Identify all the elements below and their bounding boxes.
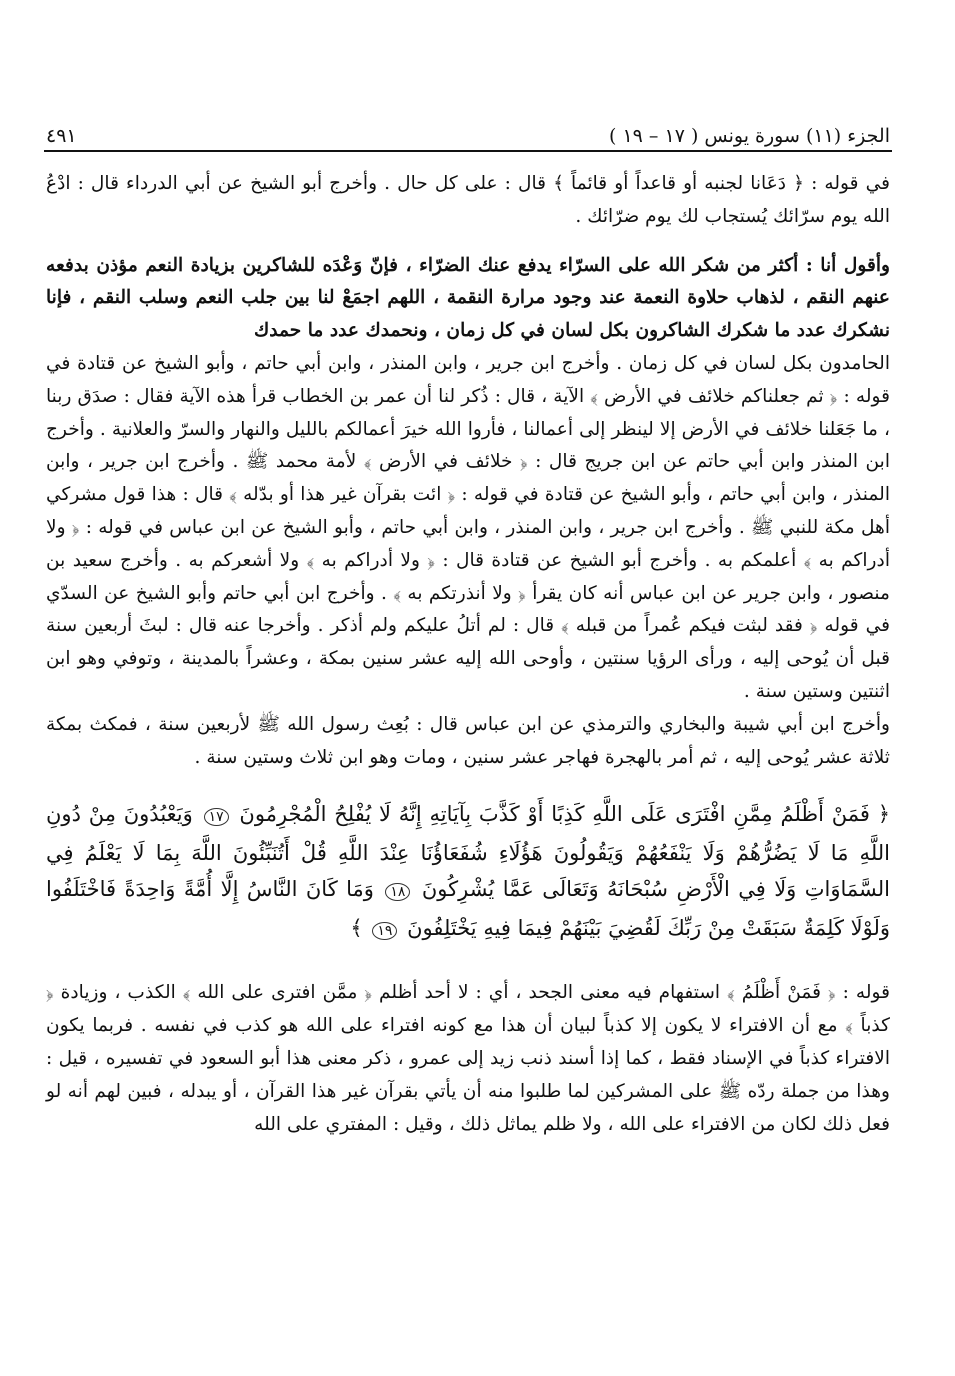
verse-17: ﴿ فَمَنْ أَظْلَمُ مِمَّنِ افْتَرَى عَلَى اللَّهِ كَذِبًا أَوْ كَذَّبَ بِآيَاتِهِ إِنَّهُ لَا يُفْلِحُ الْمُجْرِمُونَ xyxy=(239,802,890,827)
header-rule xyxy=(44,150,892,152)
verse-18: وَيَعْبُدُونَ مِنْ دُونِ اللَّهِ مَا لَا يَضُرُّهُمْ وَلَا يَنْفَعُهُمْ وَيَقُولُونَ هَؤُلَاءِ شُفَعَاؤُنَا عِنْدَ اللَّهِ قُلْ أَتُنَبِّئُونَ اللَّهَ بِمَا لَا يَعْلَمُ فِي السَّمَاوَاتِ وَلَا فِي الْأَرْضِ سُبْحَانَهُ وَتَعَالَى عَمَّا يُشْرِكُونَ xyxy=(46,802,890,902)
running-header xyxy=(46,122,890,150)
verse-number-19: ١٩ xyxy=(372,922,397,940)
narrations-paragraph: الحامدون بكل لسان في كل زمان . وأخرج ابن جرير ، وابن المنذر ، وابن أبي حاتم ، وأبو الشيخ عن قتادة في قوله : ﴿ ثم جعلناكم خلائف في الأرض ﴾ الآية ، قال : ذُكر لنا أن عمر بن الخطاب قرأ هذه الآية فقال : صدَق ربنا ، ما جَعَلنا خلائف في الأرض إلا لينظر إلى أعمالنا ، فأروا الله خيرَ أعمالكم بالليل والنهار والسرّ والعلانية . وأخرج ابن المنذر وابن أبي حاتم عن ابن جريج قال : ﴿ خلائف في الأرض ﴾ لأمة محمد ﷺ . وأخرج ابن جرير ، وابن المنذر ، وابن أبي حاتم ، وأبو الشيخ عن قتادة في قوله : ﴿ ائت بقرآن غير هذا أو بدّله ﴾ قال : هذا قول مشركي أهل مكة للنبي ﷺ . وأخرج ابن جرير ، وابن المنذر ، وابن أبي حاتم ، وأبو الشيخ عن ابن عباس في قوله : ﴿ ولا أدراكم به ﴾ أعلمكم به . وأخرج أبو الشيخ عن قتادة قال : ﴿ ولا أدراكم به ﴾ ولا أشعركم به . وأخرج سعيد بن منصور ، وابن جرير عن ابن عباس أنه كان يقرأ ﴿ ولا أنذرتكم به ﴾ . وأخرج ابن أبي حاتم وأبو الشيخ عن السدّي في قوله ﴿ فقد لبثت فيكم عُمراً من قبله ﴾ قال : لم أتلُ عليكم ولم أذكر . وأخرجا عنه قال : لبثَ أربعين سنة قبل أن يُوحى إليه ، ورأى الرؤيا سنتين ، وأوحى الله إليه عشر سنين بمكة ، وعشراً بالمدينة ، وتوفي وهو ابن اثنتين وستين سنة . xyxy=(46,352,890,702)
verse-number-18: ١٨ xyxy=(385,883,410,901)
page-number: ٤٩١ xyxy=(46,125,77,147)
quran-verses-block xyxy=(46,796,890,949)
verse-end-bracket: ﴾ xyxy=(350,916,363,941)
tafsir-commentary: قوله : ﴿ فَمَنْ أَظْلَمُ ﴾ استفهام فيه معنى الجحد ، أي : لا أحد أظلم ﴿ ممَّن افترى على الله ﴾ الكذب ، وزيادة ﴿ كذباً ﴾ مع أن الافتراء لا يكون إلا كذباً لبيان أن هذا مع كونه افتراء على الله هو كذب في نفسه . فربما يكون الافتراء كذباً في الإسناد فقط ، كما إذا أسند ذنب زيد إلى عمرو ، ذكر معنى هذا أبو السعود في تفسيره ، قيل : وهذا من جملة ردّه ﷺ على المشركين لما طلبوا منه أن يأتي بقرآن غير هذا القرآن ، أو يبدله ، فبين لهم أنه لو فعل ذلك لكان من الافتراء على الله ، ولا ظلم يماثل ذلك ، وقيل : المفتري على الله xyxy=(46,982,890,1135)
verse-19: وَمَا كَانَ النَّاسُ إِلَّا أُمَّةً وَاحِدَةً فَاخْتَلَفُوا وَلَوْلَا كَلِمَةٌ سَبَقَتْ مِنْ رَبِّكَ لَقُضِيَ بَيْنَهُمْ فِيمَا فِيهِ يَخْتَلِفُونَ xyxy=(46,877,890,941)
author-paragraph: وأقول أنا : أكثر من شكر الله على السرّاء يدفع عنك الضرّاء ، فإنّ وَعْدَه للشاكرين بزيادة النعم مؤذن بدفعه عنهم النقم ، لذهاب حلاوة النعمة عند وجود مرارة النقمة ، اللهم اجمَعْ لنا بين جلب النعم وسلب النقم ، فإنا نشكرك عدد ما شكرك الشاكرون بكل لسان في كل زمان ، ونحمدك عدد ما حمدك xyxy=(46,254,890,342)
closing-paragraph: وأخرج ابن أبي شيبة والبخاري والترمذي عن ابن عباس قال : بُعِث رسول الله ﷺ لأربعين سنة ، فمكث بمكة ثلاثة عشر يُوحى إليه ، ثم أمر بالهجرة فهاجر عشر سنين ، ومات وهو ابن ثلاث وستين سنة . xyxy=(46,713,890,768)
page-body xyxy=(46,168,890,1160)
intro-paragraph: في قوله : ﴿ دَعَانا لجنبه أو قاعداً أو قائماً ﴾ قال : على كل حال . وأخرج أبو الشيخ عن أبي الدرداء قال : ادْعُ الله يوم سرّائك يُستجاب لك يوم ضرّائك . xyxy=(46,173,890,227)
header-title: الجزء (١١) سورة يونس ( ١٧ – ١٩ ) xyxy=(609,125,890,147)
verse-number-17: ١٧ xyxy=(204,808,229,826)
